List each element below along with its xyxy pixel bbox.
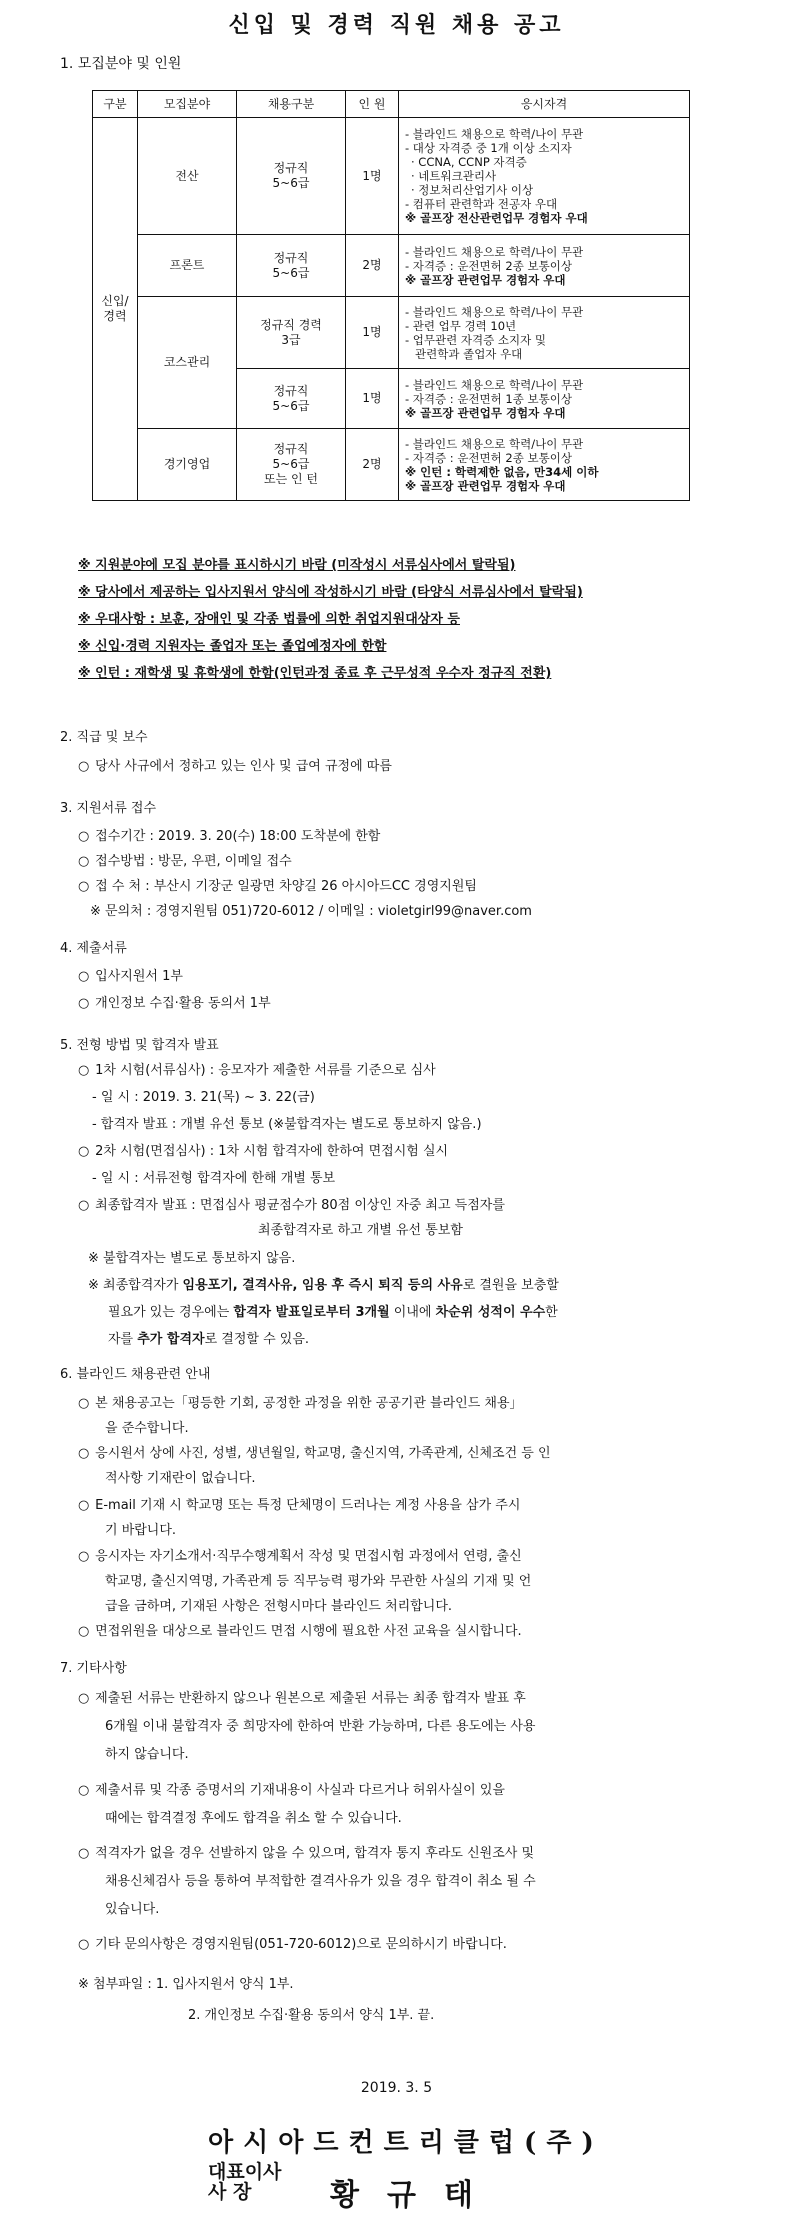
note-item: ※ 지원분야에 모집 분야를 표시하시기 바람 (미작성시 서류심사에서 탈락됨) [78,558,516,573]
note-item: ※ 신입·경력 지원자는 졸업자 또는 졸업예정자에 한함 [78,639,387,654]
detail-line: 최종합격자로 하고 개별 유선 통보함 [258,1223,463,1238]
section-3-heading: 3. 지원서류 접수 [60,801,157,816]
table-header: 인 원 [346,91,399,118]
count-cell: 1명 [346,297,399,369]
table-header: 채용구분 [237,91,346,118]
qual-line: 관련학과 졸업자 우대 [415,346,523,361]
type-cell: 정규직 5~6급 [237,369,346,429]
list-item-cont: 학교명, 출신지역명, 가족관계 등 직무능력 평가와 무관한 사실의 기재 및 언 [105,1574,532,1589]
qual-emphasis: ※ 골프장 관련업무 경험자 우대 [405,272,566,287]
note-line: ※ 최종합격자가 임용포기, 결격사유, 임용 후 즉시 퇴직 등의 사유로 결원을 보충할 [88,1278,559,1293]
field-cell: 프론트 [138,235,237,297]
type-cell: 정규직 경력 3급 [237,297,346,369]
recruit-table [92,90,690,501]
section-1-heading: 1. 모집분야 및 인원 [60,56,182,72]
list-item: ○ 적격자가 없을 경우 선발하지 않을 수 있으며, 합격자 통지 후라도 신원조사 및 [78,1846,535,1861]
field-cell: 전산 [138,118,237,235]
representative-name: 황규태 [330,2178,501,2213]
list-item-cont: 적사항 기재란이 없습니다. [105,1471,256,1486]
table-row [93,297,690,369]
type-cell: 정규직 5~6급 [237,235,346,297]
qual-line: - 대상 자격증 중 1개 이상 소지자 [405,141,572,155]
company-name: 아시아드컨트리클럽(주) [208,2128,604,2158]
group-cell: 신입/ 경력 [93,118,138,501]
qual-line: - 자격증 : 운전면허 2종 보통이상 [405,258,572,273]
note-item: ※ 인턴 : 재학생 및 휴학생에 한함(인턴과정 종료 후 근무성적 우수자 정규직 전환) [78,666,552,681]
table-header: 응시자격 [399,91,690,118]
notice-date: 2019. 3. 5 [360,2080,433,2096]
type-cell: 정규직 5~6급 또는 인 턴 [237,429,346,501]
list-item: ○ 면접위원을 대상으로 블라인드 면접 시행에 필요한 사전 교육을 실시합니다. [78,1624,522,1639]
attachment-line: ※ 첨부파일 : 1. 입사지원서 양식 1부. [78,1977,294,1992]
qualification-cell [399,118,690,235]
count-cell: 1명 [346,118,399,235]
qual-line: - 자격증 : 운전면허 1종 보통이상 [405,391,572,406]
type-cell: 정규직 5~6급 [237,118,346,235]
count-cell: 2명 [346,235,399,297]
count-cell: 1명 [346,369,399,429]
qual-line: - 블라인드 채용으로 학력/나이 무관 [405,304,584,319]
table-row [93,429,690,501]
qual-emphasis: ※ 골프장 전산관련업무 경험자 우대 [405,211,588,225]
list-item: ○ 접 수 처 : 부산시 기장군 일광면 차양길 26 아시아드CC 경영지원팀 [78,879,477,894]
list-item-cont: 있습니다. [105,1902,160,1917]
field-cell: 코스관리 [138,297,237,429]
list-item: ○ 1차 시험(서류심사) : 응모자가 제출한 서류를 기준으로 심사 [78,1063,436,1078]
notes-list [78,556,718,691]
list-item: ○ E-mail 기재 시 학교명 또는 특정 단체명이 드러나는 계정 사용을 삼가 주시 [78,1498,521,1513]
qual-line: - 블라인드 채용으로 학력/나이 무관 [405,436,584,451]
list-item: ○ 접수기간 : 2019. 3. 20(수) 18:00 도착분에 한함 [78,829,381,844]
qual-line: - 블라인드 채용으로 학력/나이 무관 [405,127,584,141]
list-item: ○ 기타 문의사항은 경영지원팀(051-720-6012)으로 문의하시기 바랍니다. [78,1937,507,1952]
note-line: 자를 추가 합격자로 결정할 수 있음. [108,1332,310,1347]
list-item-cont: 때에는 합격결정 후에도 합격을 취소 할 수 있습니다. [105,1811,402,1826]
detail-line: - 일 시 : 2019. 3. 21(목) ~ 3. 22(금) [92,1090,315,1105]
list-item-cont: 기 바랍니다. [105,1523,177,1538]
detail-line: - 일 시 : 서류전형 합격자에 한해 개별 통보 [92,1171,336,1186]
list-item: ○ 제출된 서류는 반환하지 않으나 원본으로 제출된 서류는 최종 합격자 발표 후 [78,1691,526,1706]
section-5-heading: 5. 전형 방법 및 합격자 발표 [60,1038,219,1053]
qual-emphasis: ※ 골프장 관련업무 경험자 우대 [405,405,566,420]
list-item: ○ 본 채용공고는「평등한 기회, 공정한 과정을 위한 공공기관 블라인드 채용」 [78,1396,523,1411]
note-item: ※ 당사에서 제공하는 입사지원서 양식에 작성하시기 바람 (타양식 서류심사에서 탈락됨) [78,585,583,600]
table-header: 구분 [93,91,138,118]
qual-line: · 네트워크관리사 [411,169,497,183]
count-cell: 2명 [346,429,399,501]
qual-line: · CCNA, CCNP 자격증 [411,155,527,169]
list-item-cont: 채용신체검사 등을 통하여 부적합한 결격사유가 있을 경우 합격이 취소 될 수 [105,1874,536,1889]
qualification-cell [399,235,690,297]
qual-line: - 자격증 : 운전면허 2종 보통이상 [405,450,572,465]
table-header: 모집분야 [138,91,237,118]
list-item: ○ 제출서류 및 각종 증명서의 기재내용이 사실과 다르거나 허위사실이 있을 [78,1783,505,1798]
section-6-heading: 6. 블라인드 채용관련 안내 [60,1367,211,1382]
contact-line: ※ 문의처 : 경영지원팀 051)720-6012 / 이메일 : violetgirl99@naver.com [90,904,532,919]
qualification-cell [399,429,690,501]
list-item: ○ 2차 시험(면접심사) : 1차 시험 합격자에 한하여 면접시험 실시 [78,1144,449,1159]
qual-line: · 정보처리산업기사 이상 [411,183,534,197]
list-item: ○ 최종합격자 발표 : 면접심사 평균점수가 80점 이상인 자중 최고 득점자를 [78,1198,505,1213]
section-7-heading: 7. 기타사항 [60,1661,127,1676]
list-item: ○ 응시자는 자기소개서·직무수행계획서 작성 및 면접시험 과정에서 연령, 출신 [78,1549,522,1564]
qualification-cell [399,297,690,369]
qual-line: - 관련 업무 경력 10년 [405,318,517,333]
qual-line: - 업무관련 자격증 소지자 및 [405,332,546,347]
list-item-cont: 하지 않습니다. [105,1747,189,1762]
qual-line: - 블라인드 채용으로 학력/나이 무관 [405,377,584,392]
qual-line: - 컴퓨터 관련학과 전공자 우대 [405,197,558,211]
qual-emphasis: ※ 인턴 : 학력제한 없음, 만34세 이하 ※ 골프장 관련업무 경험자 우대 [405,464,599,493]
qualification-cell [399,369,690,429]
table-header-row [93,91,690,118]
list-item: ○ 개인정보 수집·활용 동의서 1부 [78,996,271,1011]
section-4-heading: 4. 제출서류 [60,941,127,956]
table-row [93,235,690,297]
page-title: 신입 및 경력 직원 채용 공고 [228,12,565,38]
note-line: ※ 불합격자는 별도로 통보하지 않음. [88,1251,296,1266]
list-item: ○ 접수방법 : 방문, 우편, 이메일 접수 [78,854,292,869]
detail-line: - 합격자 발표 : 개별 유선 통보 (※불합격자는 별도로 통보하지 않음.) [92,1117,482,1132]
list-item: ○ 당사 사규에서 정하고 있는 인사 및 급여 규정에 따름 [78,759,392,774]
note-line: 필요가 있는 경우에는 합격자 발표일로부터 3개월 이내에 차순위 성적이 우수한 [108,1305,558,1320]
table-row [93,118,690,235]
list-item-cont: 을 준수합니다. [105,1421,189,1436]
qual-line: - 블라인드 채용으로 학력/나이 무관 [405,244,584,259]
field-cell: 경기영업 [138,429,237,501]
list-item-cont: 급을 금하며, 기재된 사항은 전형시마다 블라인드 처리합니다. [105,1599,453,1614]
list-item-cont: 6개월 이내 불합격자 중 희망자에 한하여 반환 가능하며, 다른 용도에는 사용 [105,1719,536,1734]
note-item: ※ 우대사항 : 보훈, 장애인 및 각종 법률에 의한 취업지원대상자 등 [78,612,460,627]
section-2-heading: 2. 직급 및 보수 [60,730,148,745]
attachment-line: 2. 개인정보 수집·활용 동의서 양식 1부. 끝. [188,2008,435,2023]
representative-title: 대표이사 사 장 [208,2161,282,2203]
list-item: ○ 입사지원서 1부 [78,969,183,984]
list-item: ○ 응시원서 상에 사진, 성별, 생년월일, 학교명, 출신지역, 가족관계, 신체조건 등 인 [78,1446,551,1461]
